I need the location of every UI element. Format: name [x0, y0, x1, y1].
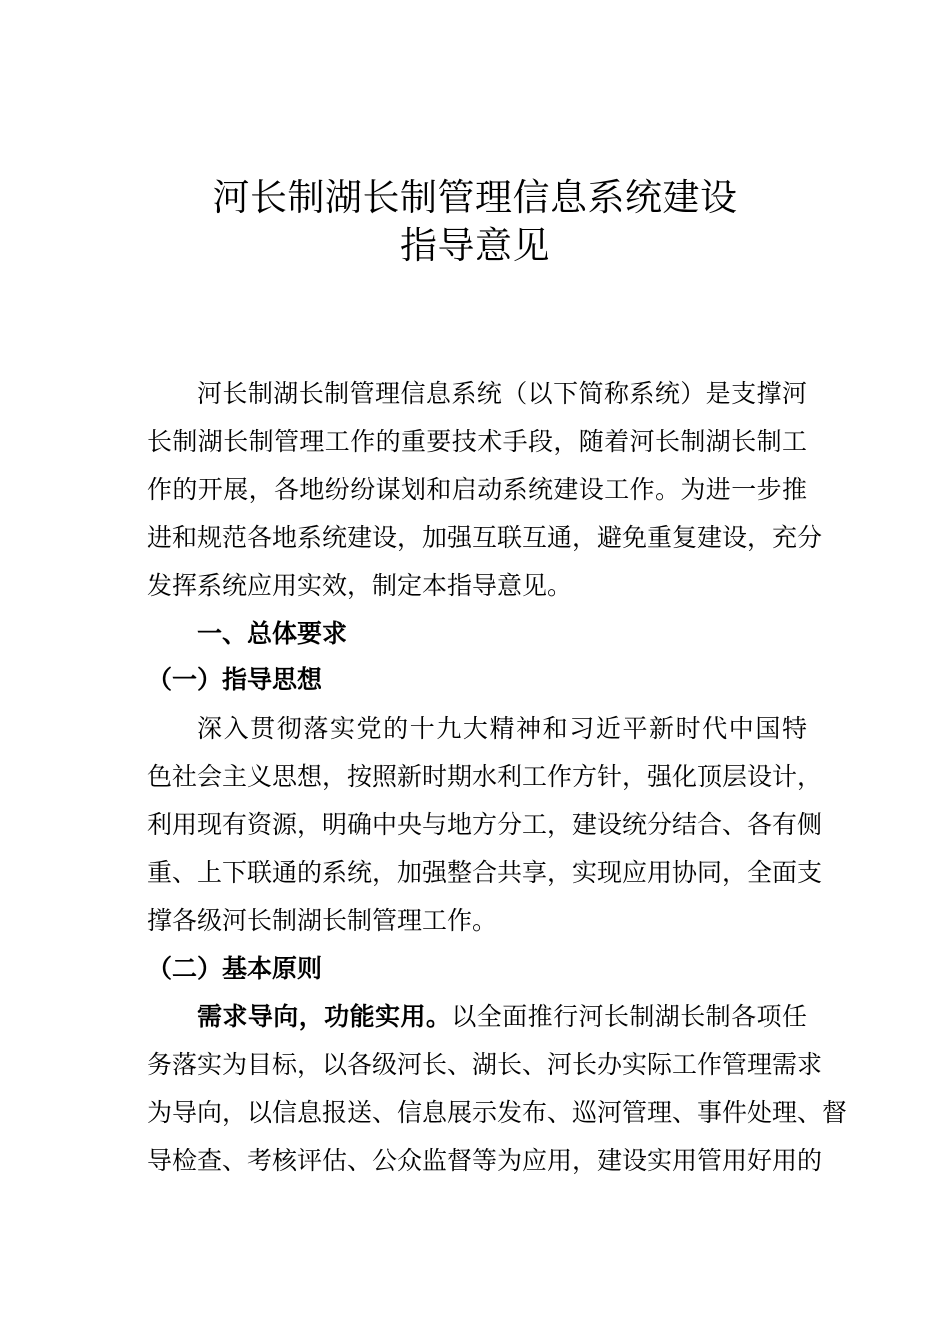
- guiding-thought-line: 利用现有资源，明确中央与地方分工，建设统分结合、各有侧: [147, 810, 823, 839]
- section-heading: 一、总体要求: [197, 619, 348, 648]
- principle-first-rest: 以全面推行河长制湖长制各项任: [451, 1002, 807, 1031]
- subsection-heading-basic-principles: （二）基本原则: [147, 954, 323, 983]
- principles-line: 为导向，以信息报送、信息展示发布、巡河管理、事件处理、督: [147, 1098, 848, 1127]
- principles-line: 务落实为目标，以各级河长、湖长、河长办实际工作管理需求: [147, 1050, 823, 1079]
- intro-paragraph-line: 长制湖长制管理工作的重要技术手段，随着河长制湖长制工: [147, 427, 807, 456]
- intro-paragraph-line: 作的开展，各地纷纷谋划和启动系统建设工作。为进一步推: [147, 475, 807, 504]
- principle-lead-text: 需求导向，功能实用。: [197, 1002, 452, 1031]
- guiding-thought-line: 色社会主义思想，按照新时期水利工作方针，强化顶层设计，: [147, 762, 823, 791]
- intro-paragraph-line: 进和规范各地系统建设，加强互联互通，避免重复建设，充分: [147, 523, 823, 552]
- intro-paragraph-line: 河长制湖长制管理信息系统（以下简称系统）是支撑河: [197, 379, 807, 408]
- guiding-thought-line: 撑各级河长制湖长制管理工作。: [147, 906, 498, 935]
- intro-paragraph-line: 发挥系统应用实效，制定本指导意见。: [147, 571, 573, 600]
- document-title-line-2: 指导意见: [400, 224, 550, 267]
- guiding-thought-line: 深入贯彻落实党的十九大精神和习近平新时代中国特: [197, 714, 807, 743]
- principles-line: 导检查、考核评估、公众监督等为应用，建设实用管用好用的: [147, 1146, 823, 1175]
- guiding-thought-line: 重、上下联通的系统，加强整合共享，实现应用协同，全面支: [147, 858, 823, 887]
- subsection-heading-guiding-thought: （一）指导思想: [147, 665, 323, 694]
- document-title-line-1: 河长制湖长制管理信息系统建设: [212, 176, 738, 219]
- principles-line: [197, 1001, 807, 1033]
